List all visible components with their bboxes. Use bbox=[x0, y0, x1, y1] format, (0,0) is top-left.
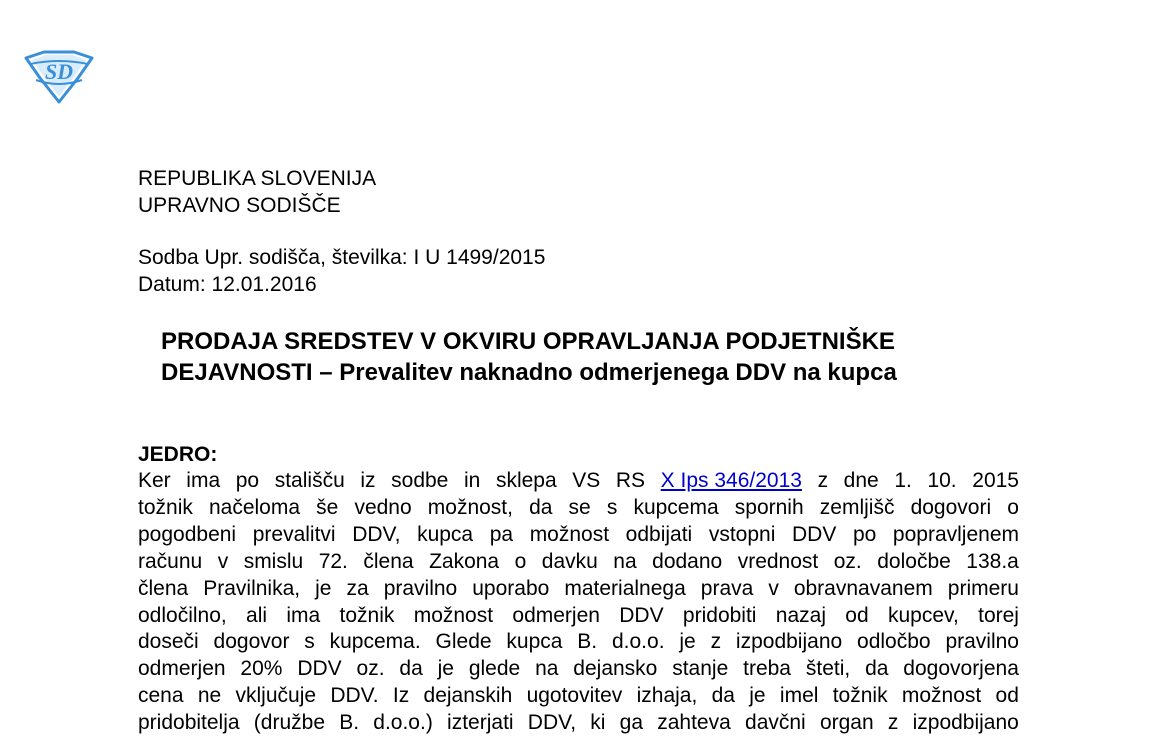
word: pogodbeni bbox=[138, 522, 237, 546]
jedro-heading: JEDRO: bbox=[138, 443, 218, 466]
word: ima bbox=[286, 603, 321, 627]
word: na bbox=[613, 549, 637, 573]
word: da bbox=[529, 495, 553, 519]
word: vedno bbox=[354, 495, 412, 519]
word: 20% bbox=[240, 657, 283, 681]
title-line-1: PRODAJA SREDSTEV V OKVIRU OPRAVLJANJA PODJETNIŠKE bbox=[161, 328, 895, 355]
word: je bbox=[679, 630, 696, 654]
word: odmerjen bbox=[512, 603, 600, 627]
word: je bbox=[315, 576, 332, 600]
case-reference-link[interactable]: X Ips 346/2013 bbox=[660, 469, 802, 492]
word: popravljenem bbox=[892, 522, 1019, 546]
word: izterjati bbox=[447, 711, 514, 735]
word: po bbox=[235, 469, 260, 492]
word: da bbox=[711, 684, 735, 708]
word: člena bbox=[138, 576, 189, 600]
word: o bbox=[1007, 495, 1019, 519]
word: primeru bbox=[947, 576, 1019, 600]
word: dne bbox=[843, 469, 879, 492]
word: izpodbijano bbox=[735, 630, 843, 654]
header-country: REPUBLIKA SLOVENIJA bbox=[138, 167, 377, 190]
word: treba bbox=[743, 657, 791, 681]
word: dogovorjena bbox=[903, 657, 1019, 681]
word: se bbox=[568, 495, 591, 519]
word: izpodbijano bbox=[912, 711, 1019, 735]
word: določbe bbox=[877, 549, 951, 573]
word: z bbox=[817, 469, 829, 492]
word: RS bbox=[615, 469, 646, 492]
word: možnost bbox=[529, 522, 610, 546]
word: DDV bbox=[792, 522, 837, 546]
word: ali bbox=[246, 603, 268, 627]
body-line bbox=[138, 522, 1019, 549]
word: Zakona bbox=[429, 549, 500, 573]
word: v bbox=[768, 576, 779, 600]
word: dejansko bbox=[573, 657, 658, 681]
word: Pravilnika, bbox=[203, 576, 301, 600]
word: da bbox=[399, 657, 423, 681]
word: 10. bbox=[927, 469, 957, 492]
word: doseči bbox=[138, 630, 199, 654]
word: z bbox=[710, 630, 722, 654]
case-number: Sodba Upr. sodišča, številka: I U 1499/2015 bbox=[138, 246, 546, 269]
word: o bbox=[514, 549, 527, 573]
word: z bbox=[887, 711, 899, 735]
word: zahteva bbox=[657, 711, 731, 735]
word: dogovor bbox=[213, 630, 290, 654]
word: pa bbox=[489, 522, 514, 546]
case-info bbox=[138, 244, 545, 298]
word: d.o.o. bbox=[611, 630, 665, 654]
word: oz. bbox=[833, 549, 862, 573]
word: je bbox=[749, 684, 766, 708]
word: za bbox=[346, 576, 369, 600]
word: šteti, bbox=[805, 657, 851, 681]
word: s bbox=[304, 630, 315, 654]
word: torej bbox=[978, 603, 1019, 627]
word: nazaj bbox=[775, 603, 826, 627]
word: obravnavanem bbox=[793, 576, 933, 600]
word: smislu bbox=[243, 549, 304, 573]
body-line bbox=[138, 710, 1019, 737]
body-line bbox=[138, 549, 1019, 576]
word: kupcema bbox=[633, 495, 719, 519]
svg-text:SD: SD bbox=[44, 59, 74, 84]
word: dejanskih bbox=[423, 684, 513, 708]
word: možnost, bbox=[427, 495, 513, 519]
word: pravilno bbox=[945, 630, 1019, 654]
word: dogovori bbox=[910, 495, 992, 519]
word: prevalitvi bbox=[252, 522, 336, 546]
word: da bbox=[865, 657, 889, 681]
word: člena bbox=[363, 549, 414, 573]
word: odločilno, bbox=[138, 603, 227, 627]
word: DDV bbox=[619, 603, 664, 627]
word: 1. bbox=[894, 469, 912, 492]
word: DDV, bbox=[527, 711, 577, 735]
word: spornih bbox=[734, 495, 804, 519]
word: Glede bbox=[435, 630, 492, 654]
word: vključuje bbox=[235, 684, 317, 708]
word: možnost bbox=[901, 684, 982, 708]
court-header bbox=[138, 165, 376, 219]
body-line bbox=[138, 683, 1019, 710]
body-line bbox=[138, 603, 1019, 630]
word: ga bbox=[619, 711, 644, 735]
word: materialnega bbox=[564, 576, 686, 600]
word: 2015 bbox=[972, 469, 1019, 492]
body-line bbox=[138, 495, 1019, 522]
word: kupcema. bbox=[329, 630, 421, 654]
word: iz bbox=[360, 469, 376, 492]
word: tožnik bbox=[138, 495, 193, 519]
word: kupca bbox=[506, 630, 563, 654]
word: izhaja, bbox=[636, 684, 698, 708]
word: po bbox=[852, 522, 877, 546]
word: oz. bbox=[356, 657, 385, 681]
court-logo-icon bbox=[22, 50, 96, 104]
word: in bbox=[463, 469, 481, 492]
word: DDV bbox=[297, 657, 342, 681]
word: davku bbox=[541, 549, 598, 573]
word: sodbe bbox=[391, 469, 449, 492]
word: B. bbox=[339, 711, 360, 735]
word: računu bbox=[138, 549, 203, 573]
word: Iz bbox=[392, 684, 410, 708]
word: odločbo bbox=[857, 630, 931, 654]
word: cena bbox=[138, 684, 184, 708]
word: odbijati bbox=[625, 522, 693, 546]
word: imel bbox=[779, 684, 819, 708]
word: Ker bbox=[138, 469, 171, 492]
word: odmerjen bbox=[138, 657, 226, 681]
word: možnost bbox=[413, 603, 494, 627]
word: stanje bbox=[672, 657, 729, 681]
word: (družbe bbox=[253, 711, 325, 735]
word: od bbox=[995, 684, 1019, 708]
body-line bbox=[138, 656, 1019, 683]
word: stališču bbox=[274, 469, 345, 492]
word: ki bbox=[590, 711, 606, 735]
word: na bbox=[535, 657, 559, 681]
title-line-2: DEJAVNOSTI – Prevalitev naknadno odmerjenega DDV na kupca bbox=[161, 359, 897, 386]
body-line bbox=[138, 576, 1019, 603]
word: davčni bbox=[745, 711, 806, 735]
word: pridobitelja bbox=[138, 711, 240, 735]
word: dodano bbox=[652, 549, 723, 573]
header-court: UPRAVNO SODIŠČE bbox=[138, 194, 341, 217]
word: uporabo bbox=[472, 576, 550, 600]
word: tožnik bbox=[339, 603, 395, 627]
word: DDV, bbox=[352, 522, 401, 546]
word: pravilno bbox=[383, 576, 458, 600]
jedro-body bbox=[138, 468, 1019, 737]
word: prava bbox=[700, 576, 754, 600]
body-line-1 bbox=[138, 468, 1019, 495]
word: ne bbox=[197, 684, 222, 708]
word: še bbox=[316, 495, 339, 519]
word: zemljišč bbox=[819, 495, 895, 519]
word: sklepa bbox=[495, 469, 557, 492]
word: B. bbox=[577, 630, 598, 654]
word: 138.a bbox=[966, 549, 1019, 573]
word: s bbox=[606, 495, 618, 519]
word: načeloma bbox=[208, 495, 301, 519]
word: tožnik bbox=[832, 684, 888, 708]
word: je bbox=[437, 657, 454, 681]
word: kupcev, bbox=[887, 603, 959, 627]
word: organ bbox=[819, 711, 874, 735]
word: vrednost bbox=[737, 549, 819, 573]
body-line bbox=[138, 629, 1019, 656]
word: 72. bbox=[318, 549, 348, 573]
word: kupca bbox=[417, 522, 474, 546]
word: v bbox=[217, 549, 229, 573]
word: ugotovitev bbox=[526, 684, 623, 708]
word: d.o.o.) bbox=[373, 711, 433, 735]
word: VS bbox=[572, 469, 601, 492]
document-title bbox=[161, 326, 1021, 388]
word: vstopni bbox=[708, 522, 776, 546]
case-date: Datum: 12.01.2016 bbox=[138, 273, 317, 296]
word: glede bbox=[468, 657, 521, 681]
word: DDV. bbox=[330, 684, 379, 708]
word: pridobiti bbox=[682, 603, 757, 627]
word: ima bbox=[186, 469, 221, 492]
word: od bbox=[845, 603, 869, 627]
